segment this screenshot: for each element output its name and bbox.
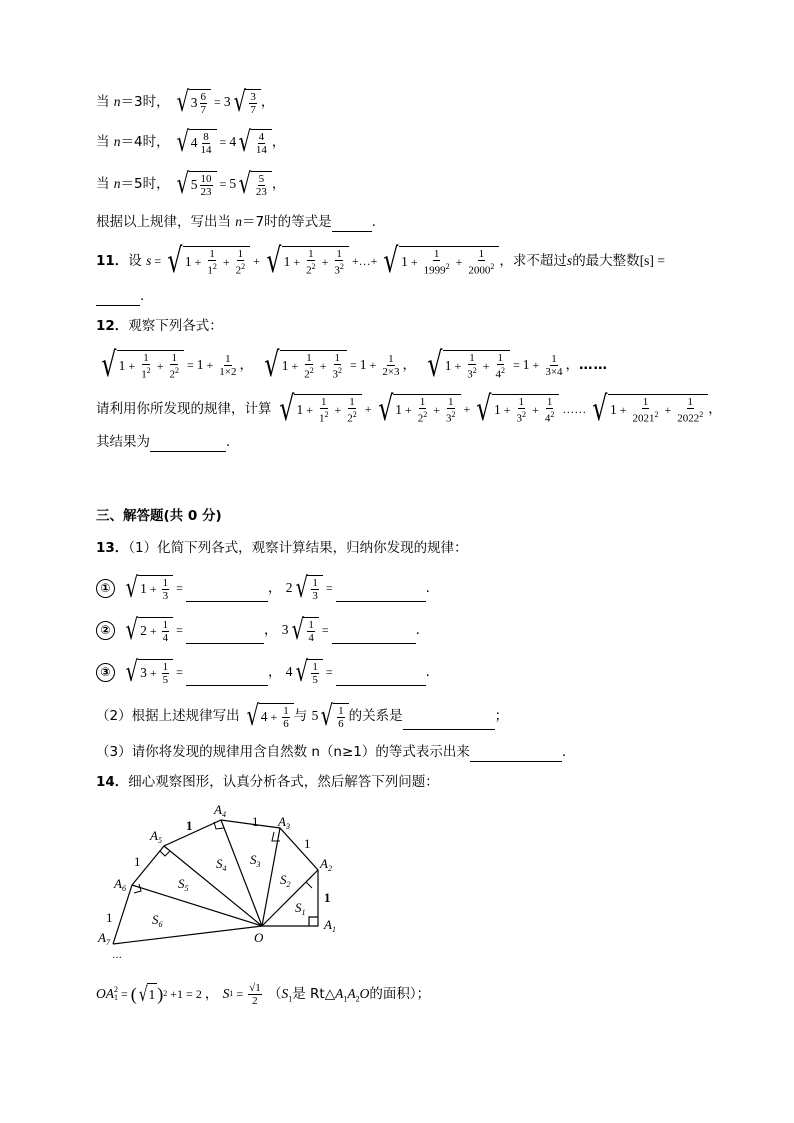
case-eq: ＝4时， xyxy=(120,134,170,150)
label-a3: A xyxy=(278,814,286,829)
label-a2-sub: 2 xyxy=(327,864,332,873)
question-number: 13． xyxy=(96,540,129,556)
compute-sqrt-3: √ 1 + $\frac{1}{3^2}$ + $\frac{1}{4^2}$ xyxy=(473,392,559,426)
frac-den: 3 xyxy=(332,368,338,381)
side-label-a1a2: 1 xyxy=(324,890,331,905)
coef: 4 xyxy=(285,664,293,679)
case-prefix: 当 xyxy=(96,94,114,110)
sqrt-rhs: √ $\frac{3}{7}$ xyxy=(231,88,261,116)
circled-2: ② xyxy=(96,621,115,640)
svg-text:S3 xyxy=(250,852,261,869)
frac-num: 1 xyxy=(162,660,169,673)
separator: ， xyxy=(402,357,417,373)
frac-num: 1 xyxy=(162,618,169,631)
sqrt-rhs: √ $\frac{4}{14}$ xyxy=(236,128,272,156)
separator: ， xyxy=(565,357,580,373)
side-label-a6a7: 1 xyxy=(106,910,113,925)
frac-den: 4 xyxy=(308,631,314,644)
sqrt-term-1: √ 1 + $\frac{1}{1^2}$ + $\frac{1}{2^2}$ xyxy=(164,244,250,278)
compute-lead: 请利用你所发现的规律，计算 xyxy=(96,401,272,417)
coef: 5 xyxy=(311,708,319,723)
frac-num: 1 xyxy=(338,704,344,717)
exp: 2 xyxy=(212,261,217,271)
frac-num: 1 xyxy=(312,576,318,589)
rule-text-a: 根据以上规律，写出当 xyxy=(96,214,236,230)
right-angle-a2 xyxy=(306,876,312,888)
right-angle-a5 xyxy=(160,851,170,856)
eq-sign: = xyxy=(325,665,333,679)
frac-num: 3 xyxy=(250,90,256,103)
case-eq: ＝5时， xyxy=(120,176,170,192)
exp: 2 xyxy=(163,989,168,998)
coef: 3 xyxy=(281,622,289,637)
sqrt-term-2: √ 1 + $\frac{1}{2^2}$ + $\frac{1}{3^2}$ xyxy=(263,244,349,278)
comma: ， xyxy=(267,664,282,680)
plus: + xyxy=(410,255,418,269)
sqrt-sum: √ 2 + $\frac{1}{4}$ xyxy=(123,616,173,644)
frac-num: 8 xyxy=(203,130,209,143)
frac-den: 5 xyxy=(162,673,169,686)
addend: 3 xyxy=(140,665,147,680)
answer-blank[interactable] xyxy=(186,629,264,644)
frac-num: 1 xyxy=(312,660,318,673)
comma: ， xyxy=(267,580,282,596)
sqrt-frac: √ $\frac{1}{6}$ xyxy=(318,702,348,730)
frac-num: 1 xyxy=(308,247,314,260)
svg-text:S6 xyxy=(152,912,163,929)
frac-den: 3 xyxy=(467,368,473,381)
label-a5-sub: 5 xyxy=(157,836,162,845)
frac-den: 2 xyxy=(347,412,353,425)
rhs-coef: 3 xyxy=(223,94,231,109)
label-s2-sub: 2 xyxy=(286,880,291,889)
q12-result xyxy=(96,432,230,452)
one: 1 xyxy=(184,254,192,269)
label-a6: A xyxy=(114,876,122,891)
svg-text:A1 xyxy=(323,917,336,934)
sqrt-sum: √ 1 + $\frac{1}{3}$ xyxy=(123,574,173,602)
label-s5: S xyxy=(178,876,185,891)
side-label-a3a4: 1 xyxy=(252,814,259,829)
svg-text:A2 xyxy=(319,856,332,873)
frac-num: √1 xyxy=(249,981,261,994)
var-s: s xyxy=(566,253,573,268)
note-a1-sub: 1 xyxy=(343,994,348,1004)
q12-title: 观察下列各式： xyxy=(128,318,223,334)
label-a1-sub: 1 xyxy=(331,925,336,934)
sqrt-frac: √ $\frac{1}{5}$ xyxy=(293,658,323,686)
note-a2-sub: 2 xyxy=(355,994,360,1004)
frac-num: 1 xyxy=(308,618,314,631)
svg-text:A5 xyxy=(149,828,162,845)
label-s3: S xyxy=(250,852,257,867)
frac-den: 7 xyxy=(250,103,256,116)
case-tail: ， xyxy=(271,134,286,150)
period: . xyxy=(561,744,567,760)
label-a1: A xyxy=(324,917,332,932)
label-a3-sub: 3 xyxy=(285,822,290,831)
eq-sign: = xyxy=(176,581,183,595)
sqrt-1: √ 1 xyxy=(138,982,156,1006)
compute-sqrt-last: √ 1 + $\frac{1}{2021^2}$ + $\frac{1}{2022^2}$ xyxy=(589,392,708,426)
sqrt-lhs: √ 5 $\frac{10}{23}$ xyxy=(174,170,217,198)
q13-part1: （1）化简下列各式，观察计算结果，归纳你发现的规律： xyxy=(128,540,468,556)
label-s4: S xyxy=(216,856,223,871)
sqrt-frac: √ $\frac{1}{3}$ xyxy=(293,574,323,602)
answer-blank[interactable] xyxy=(332,629,416,644)
eq-sign: = xyxy=(325,581,333,595)
answer-blank[interactable] xyxy=(336,671,426,686)
answer-blank[interactable] xyxy=(186,671,268,686)
frac-den: 2 xyxy=(304,368,310,381)
svg-text:A3 xyxy=(277,814,290,831)
frac-den: 14 xyxy=(200,143,212,156)
frac-den: 4 xyxy=(495,368,502,381)
question-14 xyxy=(96,772,439,792)
frac-den: 3×4 xyxy=(545,365,563,378)
eq-sign: = xyxy=(176,623,183,637)
case-n3: 当 n＝3时， √ 3 $\frac{6}{7}$ = 3 √ $\frac{3}{7}$ ， xyxy=(96,85,275,118)
frac-den: 6 xyxy=(338,717,344,730)
eq-sign: = xyxy=(653,253,665,268)
note-text: 是 Rt△ xyxy=(292,986,336,1002)
case-eq: ＝3时， xyxy=(120,94,170,110)
compute-sqrt-1: √ 1 + $\frac{1}{1^2}$ + $\frac{1}{2^2}$ xyxy=(276,392,362,426)
q11-period: . xyxy=(140,288,145,304)
example-3-sqrt: √ 1 + $\frac{1}{3^2}$ + $\frac{1}{4^2}$ xyxy=(424,348,510,382)
q13-part2 xyxy=(96,699,509,732)
var-n: n xyxy=(113,176,121,191)
frac-num: 10 xyxy=(200,172,212,185)
comma: ， xyxy=(204,986,219,1002)
frac-num: 1 xyxy=(209,247,215,260)
frac-den: 5 xyxy=(312,673,318,686)
comma: ， xyxy=(263,622,278,638)
label-s6: S xyxy=(152,912,159,927)
period: . xyxy=(226,434,231,450)
rhs-coef: 5 xyxy=(229,176,237,191)
rhs-coef: 4 xyxy=(229,134,237,149)
sqrt-sum: √ 4 + $\frac{1}{6}$ xyxy=(244,702,294,730)
frac-num: 1 xyxy=(237,247,244,260)
label-a4: A xyxy=(214,802,222,817)
frac-den: 4 xyxy=(162,631,169,644)
label-s1: S xyxy=(295,900,302,915)
result-label: 其结果为 xyxy=(96,434,150,450)
ellipsis: +…+ xyxy=(351,254,378,268)
frac-den: 3 xyxy=(446,412,452,425)
comma: ， xyxy=(708,401,722,417)
s1: S xyxy=(222,986,230,1001)
mixed-whole: 4 xyxy=(190,135,198,150)
label-s2: S xyxy=(280,872,287,887)
frac-den: 3 xyxy=(516,412,523,425)
answer-blank[interactable] xyxy=(336,587,426,602)
frac-den: 2022 xyxy=(677,412,700,425)
q11-after: ，求不超过 xyxy=(499,253,567,269)
q12-compute: 请利用你所发现的规律，计算 √ 1 + $\frac{1}{1^2}$ + $\frac{1}{2^2}$ + √ 1 + $\frac{1}{2^2}$ + $\frac{1}{3^2}$ + √ 1 + $\frac{1}{3^2}$ + $\frac{1}{4^2}$ …… √ 1 + $\frac{1}{2021^2}$ + $\frac{1}{2022^2}$ ， xyxy=(96,389,722,429)
case-tail: ， xyxy=(271,176,286,192)
sub: 1 xyxy=(229,989,234,998)
question-12 xyxy=(96,316,223,336)
plus: + xyxy=(321,255,329,269)
q14-formula: OA 2 1 = ( √ 1 ) 2 +1 = 2 ， S 1 = $\frac{√1}{2}$ （$S_1$是 $Rt\triangle A_1A_2O$的面积）； xyxy=(96,981,431,1007)
sqrt-frac: √ $\frac{1}{4}$ xyxy=(289,616,319,644)
frac-num: 1 xyxy=(433,247,440,260)
frac-num: 1 xyxy=(283,704,289,717)
svg-text:A6 xyxy=(113,876,126,893)
var-n: n xyxy=(235,214,243,229)
sub: 1 xyxy=(114,993,118,1002)
question-11: 11．设 s = √ 1 + $\frac{1}{1^2}$ + $\frac{1}{2^2}$ + √ 1 + $\frac{1}{2^2}$ + $\frac{1}{3^2}$ +…+ √ 1 + $\frac{1}{1999^2}$ + $\frac{1}{2000^2}$ ，求不超过s的最大整数[s] = xyxy=(96,241,665,281)
frac-num: 1 xyxy=(478,247,485,260)
ellipsis: …… xyxy=(562,402,587,416)
period: . xyxy=(415,622,420,638)
sup: 2 xyxy=(114,985,118,994)
note-s: S xyxy=(281,986,289,1001)
oa: OA xyxy=(96,986,114,1001)
frac-num: 1 xyxy=(336,247,342,260)
exp: 2 xyxy=(490,261,495,271)
q12-examples: √ 1 + $\frac{1}{1^2}$ + $\frac{1}{2^2}$ = 1 + $\frac{1}{1\times 2}$ ， √ 1 + $\frac{1}{2^2}$ + $\frac{1}{3^2}$ = 1 + $\frac{1}{2\times 3}$ ， √ 1 + $\frac{1}{3^2}$ + $\frac{1}{4^2}$ = 1 + $\frac{1}{3\times 4}$ ， …… xyxy=(98,348,608,382)
label-a5: A xyxy=(150,828,158,843)
frac-den: 1 xyxy=(207,264,213,277)
exp: 2 xyxy=(311,261,316,271)
eq-sign: = xyxy=(176,665,183,679)
part3-text: （3）请你将发现的规律用含自然数 n（n≥1）的等式表示出来 xyxy=(96,744,470,760)
plus: + xyxy=(194,255,202,269)
label-a6-sub: 6 xyxy=(121,884,126,893)
frac-den: 1999 xyxy=(423,264,446,277)
side-label-a2a3: 1 xyxy=(304,836,311,851)
label-a4-sub: 4 xyxy=(221,810,226,819)
label-a7: A xyxy=(98,930,106,945)
example-1-sqrt: √ 1 + $\frac{1}{1^2}$ + $\frac{1}{2^2}$ xyxy=(98,348,184,382)
floor-s: [s] xyxy=(639,253,654,268)
sqrt-lhs: √ 3 $\frac{6}{7}$ xyxy=(174,88,211,116)
frac-den: 3 xyxy=(334,264,340,277)
label-s1-sub: 1 xyxy=(301,908,306,917)
note-a2: A xyxy=(347,986,356,1001)
question-13 xyxy=(96,538,468,558)
exp: 2 xyxy=(339,261,344,271)
plus: + xyxy=(222,255,230,269)
frac-den: 4 xyxy=(544,412,551,425)
plus-one: +1 = 2 xyxy=(170,987,202,1001)
part2-and: 与 xyxy=(293,708,308,724)
q11-answer-line xyxy=(96,286,144,306)
svg-text:S4 xyxy=(216,856,227,873)
frac-den: 2 xyxy=(235,264,242,277)
exp: 2 xyxy=(241,261,246,271)
one: 1 xyxy=(401,254,408,269)
plus: + xyxy=(455,255,463,269)
answer-blank[interactable] xyxy=(150,437,226,452)
section-heading: 三、解答题(共 0 分) xyxy=(96,508,222,524)
compute-sqrt-2: √ 1 + $\frac{1}{2^2}$ + $\frac{1}{3^2}$ xyxy=(375,392,461,426)
frac-den: 1 xyxy=(319,412,325,425)
frac-den: 2 xyxy=(417,412,424,425)
frac-den: 2021 xyxy=(632,412,655,425)
rule-period: . xyxy=(371,214,376,230)
answer-blank[interactable] xyxy=(96,291,140,306)
label-a7-sub: 7 xyxy=(105,938,110,947)
eq-sign: = xyxy=(121,987,128,1001)
label-s5-sub: 5 xyxy=(184,884,189,893)
sqrt-sum: √ 3 + $\frac{1}{5}$ xyxy=(123,658,173,686)
addend: 2 xyxy=(140,623,147,638)
answer-blank[interactable] xyxy=(332,217,372,232)
q13-row-3 xyxy=(96,655,430,688)
case-n5: 当 n＝5时， √ 5 $\frac{10}{23}$ = 5 √ $\frac{5}{23}$ ， xyxy=(96,167,286,200)
rule-text-b: ＝7时的等式是 xyxy=(242,214,332,230)
note-a1: A xyxy=(335,986,344,1001)
frac-den: 2 xyxy=(169,368,175,381)
sqrt-lhs: √ 4 $\frac{8}{14}$ xyxy=(174,128,217,156)
example-2-sqrt: √ 1 + $\frac{1}{2^2}$ + $\frac{1}{3^2}$ xyxy=(261,348,347,382)
eq-sign: = xyxy=(321,623,329,637)
eq-sign: = xyxy=(236,987,244,1001)
frac-den: 2000 xyxy=(468,264,491,277)
frac-den: 6 xyxy=(283,717,289,730)
frac-den: 7 xyxy=(200,103,207,116)
coef: 2 xyxy=(285,580,293,595)
frac-num: 1 xyxy=(162,576,169,589)
case-prefix: 当 xyxy=(96,134,114,150)
semicolon: ； xyxy=(494,708,509,724)
q13-part3 xyxy=(96,742,566,762)
frac-den: 2 xyxy=(252,994,258,1007)
note-open: （ xyxy=(268,986,282,1002)
eq-sign: = xyxy=(154,254,162,268)
mixed-whole: 3 xyxy=(190,95,198,110)
q13-row-2 xyxy=(96,613,420,646)
mixed-whole: 5 xyxy=(190,177,198,192)
one: 1 xyxy=(283,254,291,269)
frac-den: 3 xyxy=(162,589,169,602)
answer-blank[interactable] xyxy=(470,747,562,762)
frac-num: 6 xyxy=(200,90,207,103)
var-s: s xyxy=(146,253,152,268)
frac-den: 1 xyxy=(141,368,147,381)
svg-text:S5 xyxy=(178,876,189,893)
case-n4: 当 n＝4时， √ 4 $\frac{8}{14}$ = 4 √ $\frac{4}{14}$ ， xyxy=(96,125,286,158)
svg-text:A7 xyxy=(97,930,111,947)
frac-den: 23 xyxy=(200,185,212,198)
svg-text:S1 xyxy=(295,900,306,917)
question-number: 11． xyxy=(96,253,129,269)
q11-lead: 设 xyxy=(128,253,142,269)
svg-text:A4 xyxy=(213,802,226,819)
side-label-a5a6: 1 xyxy=(134,854,141,869)
var-n: n xyxy=(113,94,121,109)
frac-den: 2 xyxy=(306,264,312,277)
frac-num: 5 xyxy=(258,172,265,185)
spiral-triangle-figure xyxy=(90,796,360,966)
frac-den: 14 xyxy=(255,143,267,156)
etc-dots: …… xyxy=(579,357,609,373)
period: . xyxy=(425,580,430,596)
label-s3-sub: 3 xyxy=(256,860,261,869)
frac-den: 23 xyxy=(255,185,267,198)
q11-after2: 的最大整数 xyxy=(572,253,640,269)
frac-den: 1×2 xyxy=(219,365,237,378)
exp: 2 xyxy=(445,261,450,271)
addend: 1 xyxy=(140,581,147,596)
continuation-dots: … xyxy=(112,950,122,961)
ray-oa4 xyxy=(221,820,262,926)
answer-blank[interactable] xyxy=(186,587,268,602)
label-s4-sub: 4 xyxy=(222,864,227,873)
part2-a: （2）根据上述规律写出 xyxy=(96,708,240,724)
period: . xyxy=(425,664,430,680)
frac-num: 4 xyxy=(258,130,265,143)
right-angle-a1 xyxy=(309,917,318,926)
label-o: O xyxy=(254,930,264,945)
sqrt-term-last: √ 1 + $\frac{1}{1999^2}$ + $\frac{1}{2000^2}$ xyxy=(380,244,499,278)
circled-1: ① xyxy=(96,579,115,598)
q14-text: 细心观察图形，认真分析各式，然后解答下列问题： xyxy=(128,774,439,790)
case-tail: ， xyxy=(260,94,275,110)
case-prefix: 当 xyxy=(96,176,114,192)
radicand: 1 xyxy=(147,983,158,1005)
note-o: O xyxy=(359,986,370,1001)
label-s6-sub: 6 xyxy=(158,920,163,929)
question-number: 14． xyxy=(96,774,129,790)
answer-blank[interactable] xyxy=(403,715,495,730)
separator: ， xyxy=(239,357,254,373)
circled-3: ③ xyxy=(96,663,115,682)
part2-c: 的关系是 xyxy=(348,708,403,724)
rule-question xyxy=(96,212,376,232)
question-number: 12． xyxy=(96,318,129,334)
plus: + xyxy=(293,255,301,269)
frac-den: 3 xyxy=(312,589,318,602)
label-a2: A xyxy=(320,856,328,871)
side-label-a4a5: 1 xyxy=(186,818,193,833)
svg-text:S2 xyxy=(280,872,291,889)
var-n: n xyxy=(113,134,121,149)
frac-den: 2×3 xyxy=(382,365,400,378)
addend: 4 xyxy=(260,709,268,724)
sqrt-rhs: √ $\frac{5}{23}$ xyxy=(236,170,272,198)
note-close: 的面积）； xyxy=(369,986,431,1002)
q13-row-1 xyxy=(96,571,430,604)
note-s-sub: 1 xyxy=(288,994,293,1004)
